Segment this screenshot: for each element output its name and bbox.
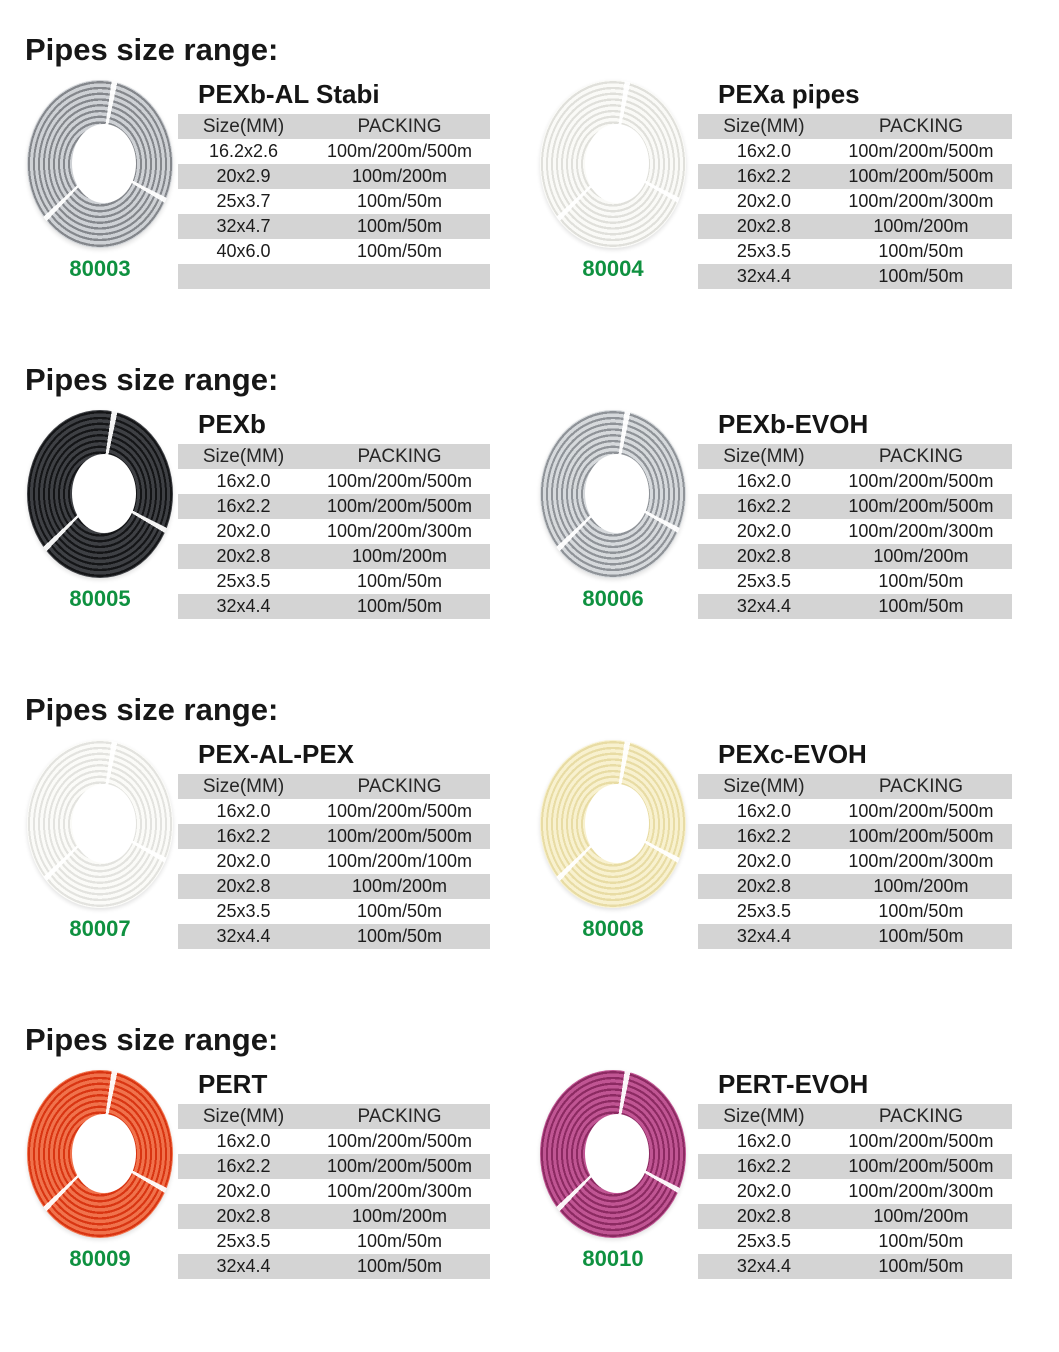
table-row [698, 189, 1012, 214]
pipe-coil-image [27, 740, 173, 908]
packing-cell: 100m/200m/300m [848, 521, 994, 541]
size-cell [178, 264, 309, 289]
size-table [178, 139, 490, 289]
size-header-cell: Size(MM) [723, 446, 805, 467]
product-code: 80010 [582, 1246, 644, 1271]
size-cell: 20x2.0 [216, 521, 271, 541]
packing-cell: 100m/200m/300m [326, 521, 473, 541]
packing-cell: 100m/200m/100m [326, 851, 473, 871]
size-cell: 20x2.0 [736, 851, 791, 871]
product-code: 80004 [582, 256, 644, 281]
size-cell: 16x2.2 [216, 496, 271, 516]
product-code: 80009 [69, 1246, 131, 1271]
product-code: 80008 [582, 916, 644, 941]
table-row [698, 1204, 1012, 1229]
packing-cell: 100m/50m [878, 926, 964, 946]
size-cell: 32x4.4 [736, 1256, 791, 1276]
size-cell: 16x2.0 [736, 1131, 791, 1151]
size-cell: 32x4.4 [736, 266, 791, 286]
table-header [178, 444, 490, 469]
packing-cell: 100m/200m/500m [848, 801, 994, 821]
table-row [698, 469, 1012, 494]
packing-cell: 100m/200m/500m [326, 471, 473, 491]
table-row [178, 139, 490, 164]
packing-cell: 100m/50m [356, 571, 443, 591]
table-row [698, 799, 1012, 824]
size-cell: 32x4.7 [216, 216, 271, 236]
packing-header-cell: PACKING [878, 116, 963, 137]
packing-cell: 100m/200m [351, 166, 448, 186]
table-header [698, 1104, 1012, 1129]
table-row [698, 1129, 1012, 1154]
table-header [178, 1104, 490, 1129]
table-row [698, 899, 1012, 924]
size-cell: 16x2.0 [216, 801, 271, 821]
packing-cell: 100m/200m/300m [848, 1181, 994, 1201]
section-heading: Pipes size range: [25, 32, 279, 67]
size-cell: 16x2.0 [216, 1131, 271, 1151]
packing-cell: 100m/50m [356, 1256, 443, 1276]
packing-cell: 100m/50m [878, 1256, 964, 1276]
size-cell: 20x2.8 [216, 876, 271, 896]
packing-cell: 100m/200m/500m [326, 141, 473, 161]
pipes-section-4 [0, 1022, 1059, 1352]
product-code: 80005 [69, 586, 131, 611]
packing-cell: 100m/200m/500m [326, 1131, 473, 1151]
table-row [698, 519, 1012, 544]
packing-cell: 100m/200m [351, 546, 448, 566]
packing-header-cell: PACKING [357, 776, 442, 797]
size-cell: 25x3.5 [736, 901, 791, 921]
pipe-coil-image [27, 1070, 173, 1238]
section-heading: Pipes size range: [25, 692, 279, 727]
size-table [178, 799, 490, 949]
size-cell: 20x2.0 [736, 1181, 791, 1201]
size-cell: 25x3.5 [216, 1231, 271, 1251]
table-header [698, 444, 1012, 469]
size-cell: 20x2.0 [736, 191, 791, 211]
size-cell: 20x2.0 [216, 851, 271, 871]
packing-cell: 100m/200m/500m [326, 1156, 473, 1176]
packing-cell: 100m/200m/500m [848, 826, 994, 846]
size-cell: 16x2.0 [736, 801, 791, 821]
size-header-cell: Size(MM) [723, 776, 805, 797]
table-row [698, 594, 1012, 619]
size-cell: 20x2.8 [736, 876, 791, 896]
size-cell: 16x2.0 [216, 471, 271, 491]
table-row [698, 1154, 1012, 1179]
product-code: 80003 [69, 256, 131, 281]
product-code: 80007 [69, 916, 131, 941]
table-row [698, 139, 1012, 164]
size-cell: 25x3.5 [736, 571, 791, 591]
table-row [698, 569, 1012, 594]
size-cell: 25x3.7 [216, 191, 271, 211]
size-table [698, 1129, 1012, 1279]
product-title: PEXc-EVOH [718, 739, 867, 769]
table-row [178, 1254, 490, 1279]
size-cell: 25x3.5 [736, 241, 791, 261]
size-header-cell: Size(MM) [202, 1106, 285, 1127]
packing-cell: 100m/200m [873, 216, 969, 236]
table-row [698, 924, 1012, 949]
packing-cell: 100m/200m/500m [848, 1131, 994, 1151]
table-header [178, 114, 490, 139]
size-cell: 20x2.8 [736, 1206, 791, 1226]
table-row [178, 214, 490, 239]
table-row [698, 824, 1012, 849]
size-cell: 32x4.4 [216, 1256, 271, 1276]
packing-cell: 100m/200m/500m [326, 496, 473, 516]
size-cell: 16x2.2 [216, 1156, 271, 1176]
product-title: PEXb-EVOH [718, 409, 869, 439]
section-heading: Pipes size range: [25, 362, 279, 397]
packing-cell: 100m/200m/500m [848, 496, 994, 516]
size-cell: 32x4.4 [736, 926, 791, 946]
size-cell: 25x3.5 [736, 1231, 791, 1251]
product-title: PEXb-AL Stabi [198, 79, 380, 109]
packing-cell: 100m/50m [356, 926, 443, 946]
packing-header-cell: PACKING [357, 446, 442, 467]
pipe-coil-image [540, 80, 686, 248]
pipes-section-2 [0, 362, 1059, 692]
size-cell: 16x2.0 [736, 141, 791, 161]
table-row [178, 799, 490, 824]
size-cell: 16x2.2 [736, 1156, 791, 1176]
pipe-coil-image [27, 80, 173, 248]
product-title: PERT [198, 1069, 268, 1099]
size-header-cell: Size(MM) [723, 116, 805, 137]
table-row [178, 469, 490, 494]
packing-header-cell: PACKING [357, 1106, 442, 1127]
packing-cell: 100m/200m [873, 546, 969, 566]
packing-cell: 100m/200m [873, 876, 969, 896]
packing-cell: 100m/50m [356, 191, 443, 211]
packing-cell: 100m/200m/300m [848, 851, 994, 871]
product-title: PEXb [198, 409, 266, 439]
size-cell: 25x3.5 [216, 571, 271, 591]
size-cell: 32x4.4 [216, 596, 271, 616]
size-table [698, 469, 1012, 619]
pipes-section-3 [0, 692, 1059, 1022]
size-cell: 16x2.2 [216, 826, 271, 846]
size-cell: 25x3.5 [216, 901, 271, 921]
packing-cell: 100m/200m [351, 876, 448, 896]
pipe-coil-image [540, 410, 686, 578]
size-table [178, 469, 490, 619]
size-cell: 20x2.0 [216, 1181, 271, 1201]
size-header-cell: Size(MM) [723, 1106, 805, 1127]
packing-cell: 100m/50m [356, 901, 443, 921]
table-row [178, 594, 490, 619]
packing-cell [309, 264, 490, 289]
size-cell: 20x2.8 [216, 546, 271, 566]
size-cell: 16.2x2.6 [208, 141, 279, 161]
table-row [698, 494, 1012, 519]
table-row [178, 924, 490, 949]
table-row [178, 1229, 490, 1254]
table-row [178, 899, 490, 924]
size-table [698, 139, 1012, 289]
size-cell: 32x4.4 [216, 926, 271, 946]
size-cell: 20x2.9 [216, 166, 271, 186]
packing-cell: 100m/200m [873, 1206, 969, 1226]
table-row [698, 214, 1012, 239]
table-row [698, 264, 1012, 289]
size-header-cell: Size(MM) [202, 776, 285, 797]
table-row [178, 264, 490, 289]
packing-header-cell: PACKING [878, 776, 963, 797]
size-header-cell: Size(MM) [202, 446, 285, 467]
table-row [178, 189, 490, 214]
size-cell: 32x4.4 [736, 596, 791, 616]
packing-cell: 100m/50m [878, 901, 964, 921]
size-cell: 16x2.0 [736, 471, 791, 491]
table-row [698, 1179, 1012, 1204]
pipe-coil-image [540, 740, 686, 908]
size-cell: 20x2.8 [736, 216, 791, 236]
table-row [178, 569, 490, 594]
table-row [178, 1129, 490, 1154]
packing-cell: 100m/50m [878, 1231, 964, 1251]
size-cell: 16x2.2 [736, 496, 791, 516]
packing-cell: 100m/50m [878, 596, 964, 616]
size-cell: 20x2.8 [736, 546, 791, 566]
packing-cell: 100m/50m [878, 241, 964, 261]
table-row [698, 874, 1012, 899]
packing-cell: 100m/200m/500m [326, 826, 473, 846]
packing-cell: 100m/200m/300m [848, 191, 994, 211]
table-row [178, 849, 490, 874]
section-heading: Pipes size range: [25, 1022, 279, 1057]
product-code: 80006 [582, 586, 644, 611]
table-row [178, 544, 490, 569]
pipe-coil-image [540, 1070, 686, 1238]
table-row [698, 544, 1012, 569]
table-row [698, 239, 1012, 264]
table-row [698, 849, 1012, 874]
packing-cell: 100m/50m [356, 216, 443, 236]
table-row [178, 874, 490, 899]
table-header [698, 114, 1012, 139]
size-table [178, 1129, 490, 1279]
table-row [178, 519, 490, 544]
size-table [698, 799, 1012, 949]
packing-cell: 100m/200m/300m [326, 1181, 473, 1201]
table-row [178, 239, 490, 264]
packing-header-cell: PACKING [878, 1106, 963, 1127]
table-row [178, 1204, 490, 1229]
size-cell: 20x2.8 [216, 1206, 271, 1226]
size-cell: 16x2.2 [736, 826, 791, 846]
product-title: PERT-EVOH [718, 1069, 869, 1099]
table-row [178, 1179, 490, 1204]
packing-cell: 100m/50m [878, 571, 964, 591]
table-row [178, 494, 490, 519]
pipe-coil-image [27, 410, 173, 578]
packing-cell: 100m/50m [356, 241, 443, 261]
size-cell: 40x6.0 [216, 241, 271, 261]
table-header [178, 774, 490, 799]
table-row [698, 164, 1012, 189]
table-row [178, 164, 490, 189]
table-row [178, 1154, 490, 1179]
packing-cell: 100m/200m/500m [326, 801, 473, 821]
table-row [698, 1229, 1012, 1254]
packing-cell: 100m/200m/500m [848, 471, 994, 491]
packing-header-cell: PACKING [878, 446, 963, 467]
packing-header-cell: PACKING [357, 116, 442, 137]
packing-cell: 100m/50m [356, 1231, 443, 1251]
packing-cell: 100m/200m/500m [848, 141, 994, 161]
packing-cell: 100m/50m [356, 596, 443, 616]
size-cell: 20x2.0 [736, 521, 791, 541]
packing-cell: 100m/200m/500m [848, 1156, 994, 1176]
size-header-cell: Size(MM) [202, 116, 285, 137]
table-row [698, 1254, 1012, 1279]
packing-cell: 100m/200m/500m [848, 166, 994, 186]
pipes-section-1 [0, 32, 1059, 362]
table-header [698, 774, 1012, 799]
packing-cell: 100m/50m [878, 266, 964, 286]
product-title: PEXa pipes [718, 79, 860, 109]
packing-cell: 100m/200m [351, 1206, 448, 1226]
product-title: PEX-AL-PEX [198, 739, 355, 769]
table-row [178, 824, 490, 849]
size-cell: 16x2.2 [736, 166, 791, 186]
